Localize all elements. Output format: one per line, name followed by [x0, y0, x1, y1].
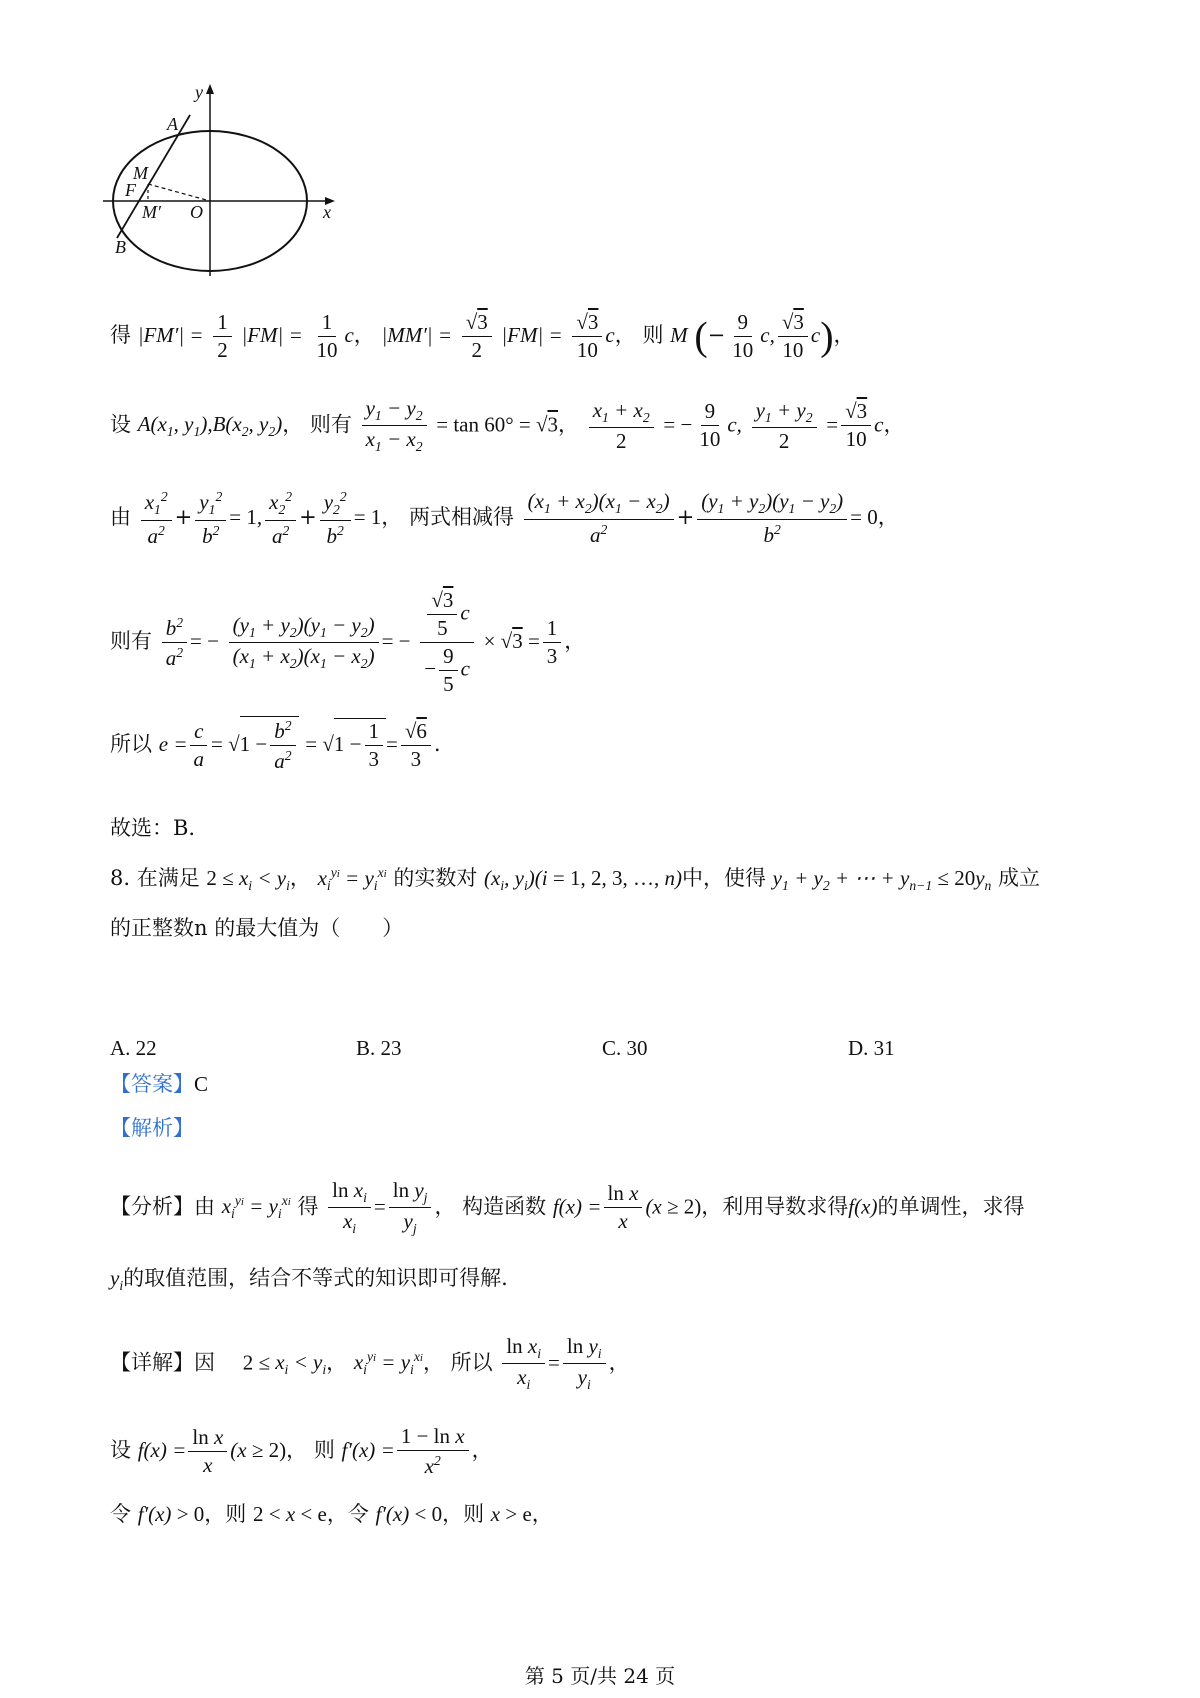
detail-line-2: 设 f(x) = $\frac{\text{ln x}}{x}$ (x ≥ 2)， 则 f′(x) = $\frac{\text{1 − ln x}}{x^2}$ ，: [110, 1424, 493, 1479]
label-y: y: [195, 82, 203, 102]
solution-line-4: 则有 $\frac{b^2}{a^2}$ = − $\frac{(y_1 + y_2)(y_1 - y_2)}{(x_1 + x_2)(x_1 - x_2)}$ = − $\frac{√3}{5}$ c − $\frac{9}{5}$ c × √3 = $\frac{1}{3}$ ，: [110, 588, 586, 696]
option-b: B. 23: [356, 1036, 402, 1060]
detail-line-3: 令 f′(x) > 0，则 2 < x < e，令 f′(x) < 0，则 x > e，: [110, 1502, 553, 1526]
solution-line-3: 由 $\frac{x_1^2}{a^2}$ + $\frac{y_1^2}{b^2}$ = 1, $\frac{x_2^2}{a^2}$ + $\frac{y_2^2}{b^2}$ = 1， 两式相减得 $\frac{(x_1 + x_2)(x_1 - x_2)}{a^2}$ + $\frac{(y_1 + y_2)(y_1 - y_2)}{b^2}$ = 0，: [110, 489, 899, 548]
answer-value: C: [194, 1072, 209, 1096]
label-m-prime: M′: [142, 202, 161, 222]
analysis-line-1: 【分析】由 $x_i^{yi} = y_i^{xi}$ 得 $\frac{\ln x_i}{x_i}$ = $\frac{\ln y_j}{y_j}$ ， 构造函数 f(x) = $\frac{\text{ln x}}{x}$ (x ≥ 2)，利用导数求得f(x)的单调性，求得: [110, 1178, 1025, 1237]
detail-line-1: 【详解】因 $2 \le x_i < y_i$， $x_i^{yi} = y_i^{xi}$， 所以 $\frac{\ln x_i}{x_i}$ = $\frac{\ln y_i}{y_i}$ ，: [110, 1334, 630, 1393]
label-f: F: [125, 180, 136, 200]
choice-line: 故选：B.: [110, 816, 196, 840]
solution-line-5: 所以 e = $\frac{c}{a}$ = √1 − $\frac{b^2}{a^2}$ = √1 − $\frac{1}{3}$ = $\frac{√6}{3}$ .: [110, 718, 441, 774]
label-a: A: [167, 114, 178, 134]
solution-line-1: 得 |FM′| = $\frac{1}{2}$ |FM| = $\frac{1}{10}$ c， |MM′| = $\frac{√3}{2}$ |FM| = $\frac{√3}{10}$ c， 则 M (− $\frac{9}{10}$ c, $\frac{√3}{10}$ c)，: [110, 310, 855, 362]
answer-label: 【答案】: [110, 1072, 194, 1096]
option-c: C. 30: [602, 1036, 648, 1060]
analysis-heading: [110, 1118, 194, 1139]
solution-line-2: 设 $A(x_1$, $y_1),B(x_2$, $y_2$)， 则有 $\frac{y_1 - y_2}{x_1 - x_2}$ = tan 60° = √3， $\frac{x_1 + x_2}{2}$ = − $\frac{9}{10}$ c, $\frac{y_1 + y_2}{2}$ = $\frac{√3}{10}$ c，: [110, 396, 905, 455]
dashed-om: [148, 184, 210, 201]
label-m: M: [133, 163, 148, 183]
option-d: D. 31: [848, 1036, 895, 1060]
question-8-line-1: 8. 在满足 $2 \le x_i < y_i$， $x_i^{yi} = y_i^{xi}$ 的实数对 ($x_i$, $y_i)(i = 1$, 2, 3, …, n)中，使得 $y_1 + y_2$ + ⋯ + $y_{n-1} \le 20y_n$ 成立: [110, 865, 1041, 893]
analysis-label: 【解析】: [110, 1116, 194, 1140]
page-footer: 第 5 页/共 24 页: [524, 1664, 676, 1688]
label-b: B: [115, 237, 126, 257]
ellipse-figure: [95, 78, 355, 293]
option-a: A. 22: [110, 1036, 157, 1060]
y-axis-arrow: [206, 84, 214, 94]
answer-line: [110, 1074, 208, 1095]
question-8-line-2: 的正整数n 的最大值为（ ）: [110, 916, 404, 940]
analysis-line-2: $y_i$的取值范围，结合不等式的知识即可得解.: [110, 1266, 508, 1293]
label-o: O: [190, 202, 203, 222]
label-x: x: [323, 202, 331, 222]
